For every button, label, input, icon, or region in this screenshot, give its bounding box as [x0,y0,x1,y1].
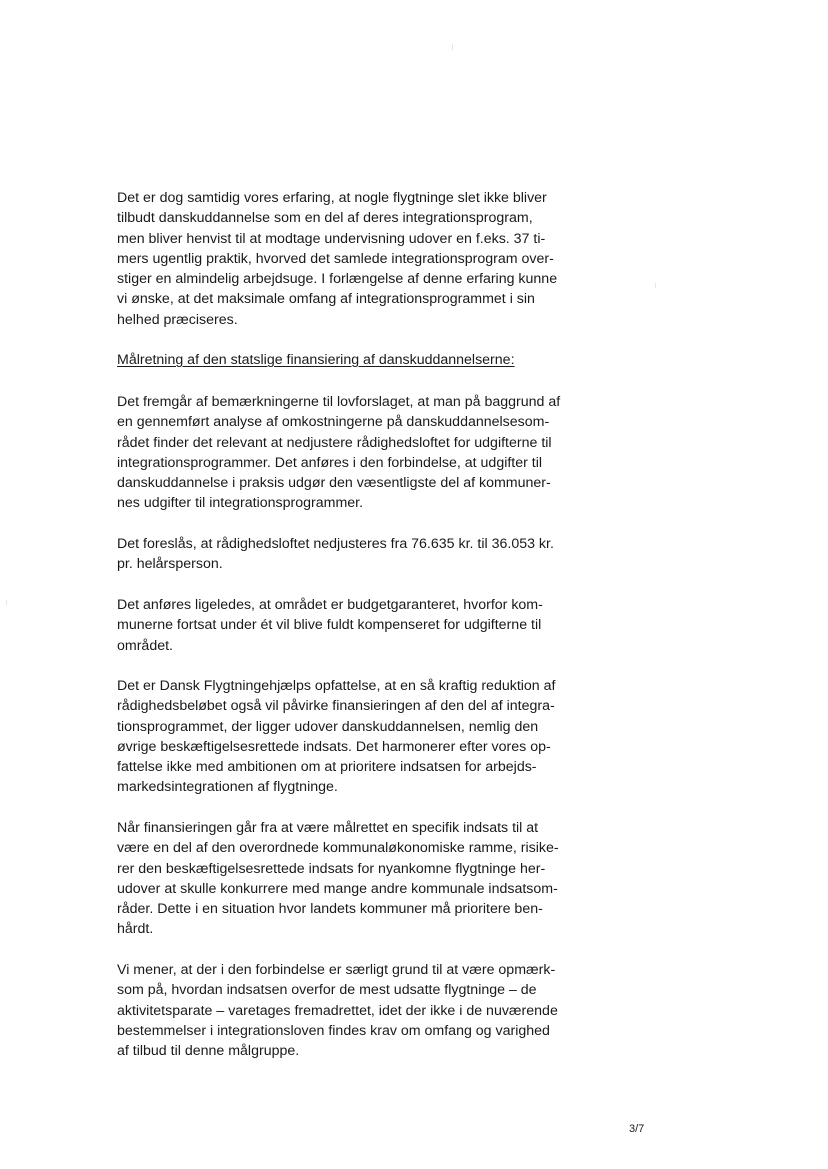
scan-speck [452,44,453,50]
text-line: pr. helårsperson. [117,556,223,573]
text-line: rer den beskæftigelsesrettede indsats for nyankomne flygtninge her- [117,860,546,877]
paragraph-erfaring [117,188,597,330]
paragraph-finansiering [117,818,597,940]
text-line: af tilbud til denne målgruppe. [117,1043,300,1060]
text-line: integrationsprogrammer. Det anføres i den forbindelse, at udgifter til [117,454,543,471]
text-line: men bliver henvist til at modtage undervisning udover en f.eks. 37 ti- [117,230,546,247]
text-line: markedsintegrationen af flygtninge. [117,779,338,796]
text-line: en gennemført analyse af omkostningerne på danskuddannelsesom- [117,414,550,431]
text-line: fattelse ikke med ambitionen om at prioritere indsatsen for arbejds- [117,759,537,776]
text-line: Det anføres ligeledes, at området er budgetgaranteret, hvorfor kom- [117,597,543,613]
scan-speck [6,600,7,605]
text-line: være en del af den overordnede kommunaløkonomiske ramme, risike- [117,840,559,857]
section-heading [117,350,597,370]
text-line: Det er Dansk Flygtningehjælps opfattelse, at en så kraftig reduktion af [117,678,556,694]
paragraph-aktivitetsparate [117,960,597,1061]
text-line: tionsprogrammet, der ligger udover danskuddannelsen, nemlig den [117,718,539,735]
paragraph-budgetgaranteret [117,595,597,656]
scan-speck [655,283,656,288]
text-line: mers ugentlig praktik, hvorved det samlede integrationsprogram over- [117,250,554,267]
text-line: øvrige beskæftigelsesrettede indsats. Det harmonerer efter vores op- [117,738,551,755]
text-line: bestemmelser i integrationsloven findes krav om omfang og varighed [117,1022,550,1039]
text-line: stiger en almindelig arbejdsuge. I forlængelse af denne erfaring kunne [117,271,558,288]
text-line: området. [117,637,173,654]
text-line: vi ønske, at det maksimale omfang af integrationsprogrammet i sin [117,291,535,308]
text-line: nes udgifter til integrationsprogrammer. [117,495,364,512]
text-line: Det foreslås, at rådighedsloftet nedjusteres fra 76.635 kr. til 36.053 kr. [117,536,554,552]
page-number: 3/7 [629,1123,645,1135]
text-line: helhed præciseres. [117,311,238,328]
text-line: danskuddannelse i praksis udgør den væsentligste del af kommuner- [117,475,551,492]
text-line: tilbudt danskuddannelse som en del af deres integrationsprogram, [117,210,533,227]
text-line: rådet finder det relevant at nedjustere rådighedsloftet for udgifterne til [117,434,552,451]
paragraph-opfattelse [117,676,597,798]
text-line: munerne fortsat under ét vil blive fuldt kompenseret for udgifterne til [117,617,542,634]
heading-text: Målretning af den statslige finansiering af danskuddannelserne: [117,352,515,368]
text-line: Vi mener, at der i den forbindelse er særligt grund til at være opmærk- [117,962,556,978]
text-line: Det fremgår af bemærkningerne til lovforslaget, at man på baggrund af [117,394,561,410]
text-line: råder. Dette i en situation hvor landets kommuner må prioritere ben- [117,901,543,918]
text-line: aktivitetsparate – varetages fremadrettet, idet der ikke i de nuværende [117,1002,558,1019]
text-line: som på, hvordan indsatsen overfor de mest udsatte flygtninge – de [117,982,537,999]
text-line: hårdt. [117,921,154,938]
text-line: rådighedsbeløbet også vil påvirke finansieringen af den del af integra- [117,698,555,715]
text-line: Når finansieringen går fra at være målrettet en specifik indsats til at [117,820,539,836]
paragraph-foreslaas [117,534,597,575]
text-line: Det er dog samtidig vores erfaring, at nogle flygtninge slet ikke bliver [117,190,547,206]
paragraph-bemaerkninger [117,392,597,514]
text-line: udover at skulle konkurrere med mange andre kommunale indsatsom- [117,880,558,897]
